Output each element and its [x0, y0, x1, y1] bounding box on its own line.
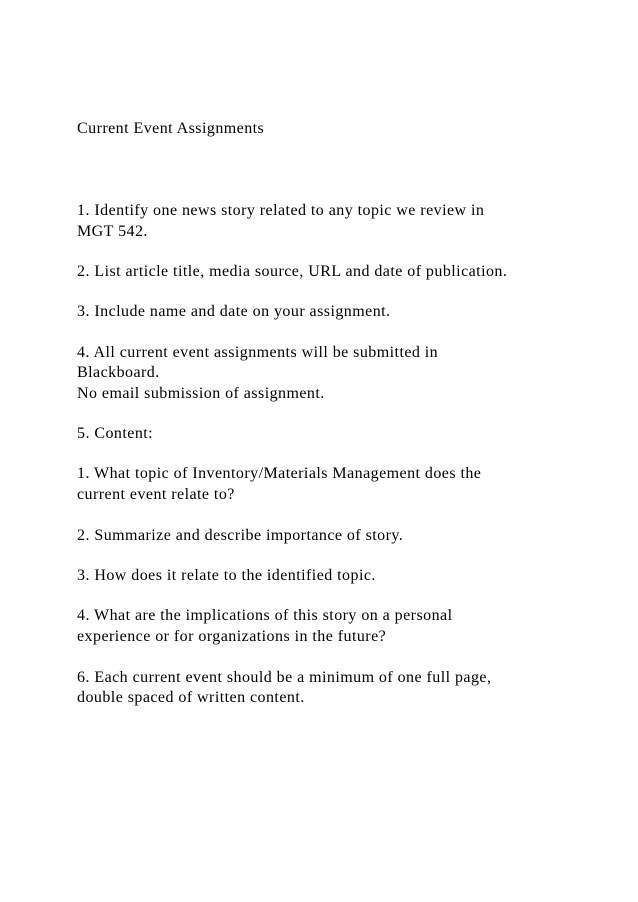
- content-question: 4. What are the implications of this story on a personal: [77, 607, 453, 624]
- instruction-line: 5. Content:: [77, 425, 154, 442]
- instruction-line: 4. All current event assignments will be submitted in: [77, 344, 439, 361]
- content-question: current event relate to?: [77, 486, 235, 503]
- instruction-line: No email submission of assignment.: [77, 385, 325, 402]
- instruction-line: 1. Identify one news story related to any topic we review in: [77, 202, 485, 219]
- instruction-line: 6. Each current event should be a minimum of one full page,: [77, 669, 492, 686]
- content-question: 3. How does it relate to the identified topic.: [77, 567, 376, 584]
- instruction-line: double spaced of written content.: [77, 689, 305, 706]
- content-question: experience or for organizations in the future?: [77, 628, 387, 645]
- content-question: 2. Summarize and describe importance of story.: [77, 527, 404, 544]
- instruction-line: Blackboard.: [77, 364, 160, 381]
- instruction-line: 2. List article title, media source, URL and date of publication.: [77, 263, 508, 280]
- page-title: Current Event Assignments: [77, 120, 265, 137]
- instruction-line: MGT 542.: [77, 223, 148, 240]
- content-question: 1. What topic of Inventory/Materials Management does the: [77, 465, 482, 482]
- instruction-line: 3. Include name and date on your assignment.: [77, 303, 391, 320]
